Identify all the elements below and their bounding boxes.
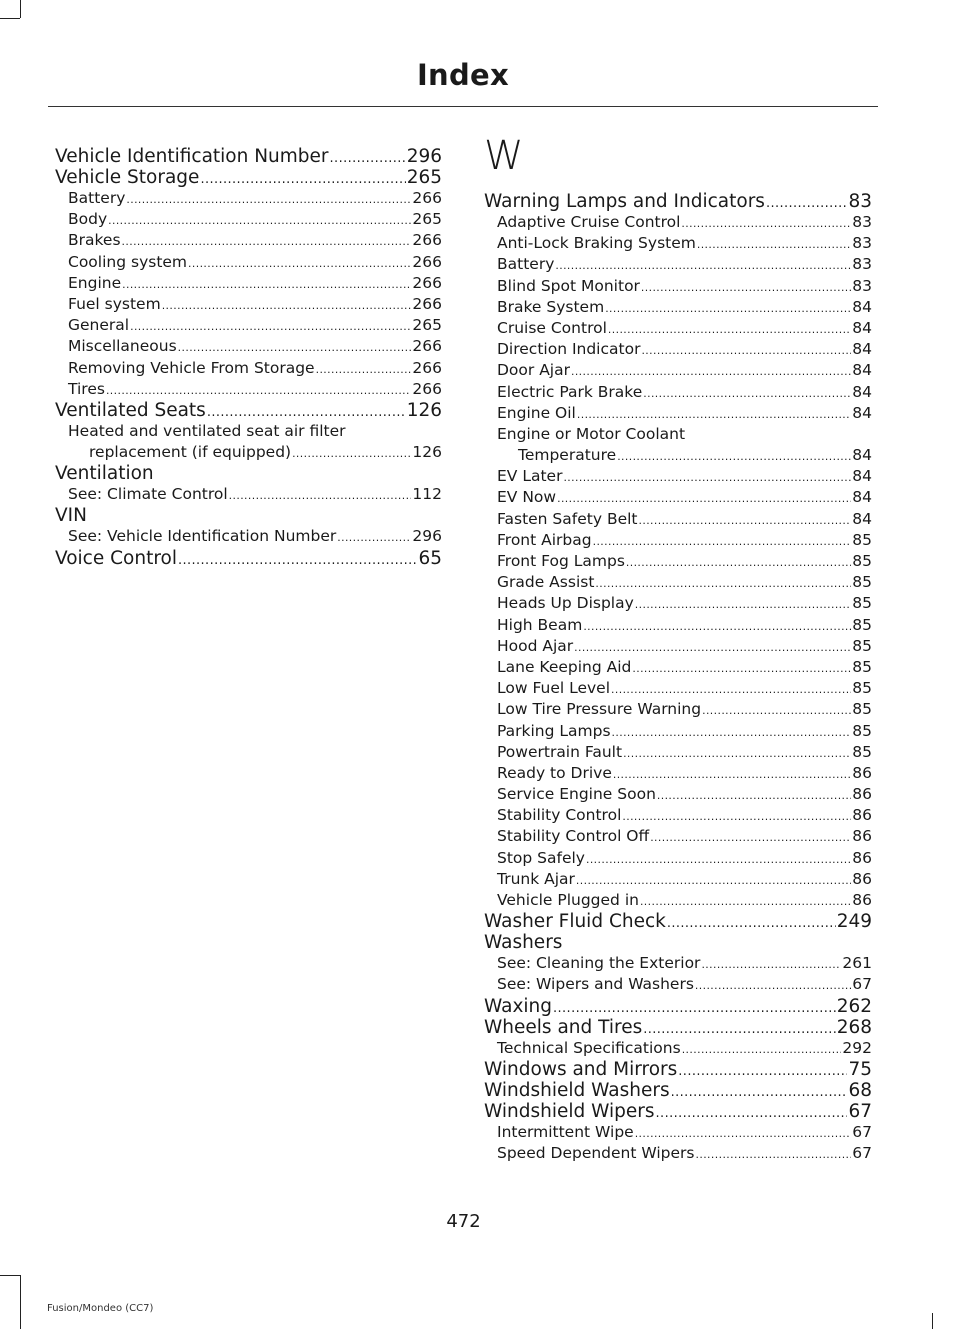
dot-leader bbox=[635, 1123, 852, 1144]
index-entry-text: Door Ajar bbox=[497, 361, 570, 380]
index-entry-text: Brake System bbox=[497, 297, 605, 316]
index-entry-page: 266 bbox=[412, 358, 442, 377]
index-entry-page: 266 bbox=[412, 231, 442, 250]
dot-leader bbox=[612, 722, 852, 743]
index-entry bbox=[55, 358, 442, 379]
dot-leader bbox=[766, 193, 848, 214]
crop-mark bbox=[932, 1313, 933, 1329]
index-entry-text: Hood Ajar bbox=[497, 636, 574, 655]
index-entry bbox=[484, 742, 872, 763]
index-entry bbox=[484, 1101, 872, 1122]
dot-leader bbox=[632, 658, 851, 679]
index-entry bbox=[484, 1059, 872, 1080]
index-entry-page: 84 bbox=[852, 382, 872, 401]
dot-leader bbox=[162, 295, 412, 316]
index-entry bbox=[484, 360, 872, 381]
index-entry bbox=[55, 146, 442, 167]
index-entry bbox=[484, 1080, 872, 1101]
index-entry-text: Vehicle Identification Number bbox=[55, 146, 329, 167]
index-entry-page: 84 bbox=[852, 340, 872, 359]
index-entry bbox=[55, 294, 442, 315]
dot-leader bbox=[571, 361, 851, 382]
index-entry bbox=[484, 869, 872, 890]
index-entry-text: VIN bbox=[55, 505, 87, 527]
title-rule bbox=[48, 106, 878, 107]
index-entry-text: Grade Assist bbox=[497, 573, 595, 592]
index-entry bbox=[484, 403, 872, 424]
index-entry-text: Low Fuel Level bbox=[497, 679, 611, 698]
dot-leader bbox=[595, 573, 851, 594]
crop-mark bbox=[0, 1275, 20, 1276]
dot-leader bbox=[229, 485, 412, 506]
index-entry-page: 261 bbox=[842, 954, 872, 973]
index-entry bbox=[484, 339, 872, 360]
index-entry-text: Ventilation bbox=[55, 463, 154, 485]
index-entry bbox=[484, 826, 872, 847]
dot-leader bbox=[626, 552, 851, 573]
index-entry-page: 266 bbox=[412, 294, 442, 313]
crop-mark bbox=[20, 0, 21, 18]
index-entry-text: Washers bbox=[484, 932, 563, 954]
index-entry-text: Heated and ventilated seat air filter bbox=[68, 421, 346, 440]
dot-leader bbox=[605, 298, 851, 319]
index-entry-page: 85 bbox=[852, 573, 872, 592]
index-entry-page: 85 bbox=[852, 594, 872, 613]
index-entry-text: Brakes bbox=[68, 231, 121, 250]
index-entry-text: Wheels and Tires bbox=[484, 1016, 643, 1038]
index-entry-page: 84 bbox=[852, 297, 872, 316]
index-entry-page: 84 bbox=[852, 488, 872, 507]
section-letter: W bbox=[484, 133, 524, 179]
index-entry bbox=[55, 442, 442, 463]
index-entry-text: General bbox=[68, 316, 130, 335]
index-entry bbox=[55, 379, 442, 400]
index-entry bbox=[55, 188, 442, 209]
index-entry-page: 292 bbox=[842, 1038, 872, 1057]
index-entry bbox=[55, 315, 442, 336]
index-entry-page: 296 bbox=[412, 527, 442, 546]
index-entry-page: 85 bbox=[852, 742, 872, 761]
index-entry-page: 85 bbox=[852, 552, 872, 570]
dot-leader bbox=[316, 359, 412, 380]
dot-leader bbox=[108, 210, 411, 231]
index-entry-text: Battery bbox=[497, 255, 555, 274]
index-entry-text: Electric Park Brake bbox=[497, 382, 643, 401]
index-entry bbox=[484, 1017, 872, 1038]
dot-leader bbox=[576, 870, 851, 891]
index-entry bbox=[484, 996, 872, 1017]
index-entry-text: Service Engine Soon bbox=[497, 785, 656, 804]
index-entry-text: Cruise Control bbox=[497, 318, 607, 337]
dot-leader bbox=[292, 443, 411, 464]
index-entry-text: Ready to Drive bbox=[497, 763, 612, 782]
index-entry bbox=[484, 615, 872, 636]
index-entry-text: Fasten Safety Belt bbox=[497, 509, 638, 528]
index-entry bbox=[484, 233, 872, 254]
index-column-left bbox=[55, 146, 442, 569]
index-entry bbox=[55, 252, 442, 273]
index-entry-text: Temperature bbox=[518, 446, 617, 465]
dot-leader bbox=[671, 1082, 848, 1103]
index-entry bbox=[55, 209, 442, 230]
index-entry-page: 65 bbox=[418, 547, 442, 569]
dot-leader bbox=[640, 891, 851, 912]
index-entry-text: Powertrain Fault bbox=[497, 742, 623, 761]
index-entry-page: 84 bbox=[852, 446, 872, 465]
page-title: Index bbox=[416, 58, 510, 92]
index-entry bbox=[484, 382, 872, 403]
index-entry-text: High Beam bbox=[497, 615, 583, 634]
dot-leader bbox=[635, 594, 851, 615]
dot-leader bbox=[122, 274, 411, 295]
dot-leader bbox=[188, 253, 411, 274]
index-entry bbox=[55, 273, 442, 294]
dot-leader bbox=[583, 616, 851, 637]
index-entry bbox=[55, 336, 442, 357]
dot-leader bbox=[593, 531, 852, 552]
index-entry-page: 67 bbox=[848, 1100, 872, 1122]
index-entry-page: 86 bbox=[852, 763, 872, 782]
index-entry-text: Front Fog Lamps bbox=[497, 552, 625, 570]
index-entry bbox=[484, 530, 872, 551]
dot-leader bbox=[563, 467, 851, 488]
index-entry bbox=[484, 297, 872, 318]
index-entry-text: Adaptive Cruise Control bbox=[497, 213, 681, 231]
index-entry-page: 83 bbox=[852, 255, 872, 274]
dot-leader bbox=[639, 510, 852, 531]
dot-leader bbox=[641, 340, 851, 361]
index-entry-text: Stability Control bbox=[497, 806, 622, 825]
dot-leader bbox=[200, 169, 405, 190]
dot-leader bbox=[697, 234, 851, 255]
index-entry bbox=[484, 1122, 872, 1143]
index-entry-text: See: Vehicle Identification Number bbox=[68, 527, 337, 546]
index-entry-text: EV Now bbox=[497, 488, 557, 507]
index-entry-page: 266 bbox=[412, 337, 442, 356]
dot-leader bbox=[613, 764, 851, 785]
dot-leader bbox=[330, 148, 406, 169]
index-entry-page: 67 bbox=[852, 1143, 872, 1162]
index-entry bbox=[484, 212, 872, 233]
dot-leader bbox=[555, 255, 851, 276]
index-entry bbox=[484, 487, 872, 508]
dot-leader bbox=[611, 679, 851, 700]
index-entry bbox=[484, 848, 872, 869]
dot-leader bbox=[643, 1019, 835, 1040]
index-entry-page: 83 bbox=[848, 191, 872, 212]
index-entry-text: Intermittent Wipe bbox=[497, 1122, 634, 1141]
index-entry-page: 85 bbox=[852, 679, 872, 698]
index-entry-text: Cooling system bbox=[68, 252, 188, 271]
index-entry bbox=[55, 463, 442, 484]
index-entry-text: Front Airbag bbox=[497, 530, 592, 549]
index-entry bbox=[484, 466, 872, 487]
index-entry-text: Fuel system bbox=[68, 294, 161, 313]
index-entry-page: 85 bbox=[852, 636, 872, 655]
dot-leader bbox=[608, 319, 851, 340]
index-entry-text: Miscellaneous bbox=[68, 337, 177, 356]
dot-leader bbox=[696, 1144, 852, 1165]
dot-leader bbox=[678, 1061, 847, 1082]
index-entry bbox=[484, 784, 872, 805]
dot-leader bbox=[106, 380, 411, 401]
dot-leader bbox=[657, 785, 851, 806]
index-entry bbox=[484, 1143, 872, 1164]
index-entry-page: 84 bbox=[852, 509, 872, 528]
index-entry-page: 86 bbox=[852, 891, 872, 909]
index-entry-page: 112 bbox=[412, 485, 442, 504]
dot-leader bbox=[681, 213, 851, 234]
dot-leader bbox=[682, 1039, 842, 1060]
index-entry-text: Engine Oil bbox=[497, 403, 576, 422]
dot-leader bbox=[701, 954, 841, 975]
index-entry-page: 68 bbox=[848, 1079, 872, 1101]
index-entry-page: 268 bbox=[836, 1016, 872, 1038]
index-entry-text: Removing Vehicle From Storage bbox=[68, 358, 315, 377]
dot-leader bbox=[122, 231, 412, 252]
index-entry bbox=[484, 678, 872, 699]
index-entry-text: Tires bbox=[68, 379, 105, 398]
dot-leader bbox=[557, 488, 851, 509]
dot-leader bbox=[126, 189, 411, 210]
index-entry-page: 84 bbox=[852, 403, 872, 422]
dot-leader bbox=[574, 637, 851, 658]
dot-leader bbox=[641, 277, 851, 298]
index-entry-text: See: Climate Control bbox=[68, 485, 228, 504]
index-entry-page: 126 bbox=[412, 443, 442, 462]
index-entry-text: replacement (if equipped) bbox=[89, 443, 292, 462]
index-entry bbox=[55, 484, 442, 505]
index-column-right bbox=[484, 133, 872, 1164]
index-entry bbox=[484, 699, 872, 720]
footer-model: Fusion/Mondeo (CC7) bbox=[47, 1303, 154, 1314]
dot-leader bbox=[337, 527, 411, 548]
index-entry-text: Lane Keeping Aid bbox=[497, 657, 632, 676]
index-entry-page: 262 bbox=[836, 995, 872, 1017]
index-entry bbox=[484, 932, 872, 953]
index-entry-text: Body bbox=[68, 210, 108, 229]
dot-leader bbox=[178, 337, 412, 358]
index-entry bbox=[484, 254, 872, 275]
index-entry bbox=[484, 318, 872, 339]
dot-leader bbox=[622, 806, 851, 827]
dot-leader bbox=[178, 550, 417, 571]
index-entry bbox=[484, 657, 872, 678]
index-entry-text: Trunk Ajar bbox=[497, 869, 575, 888]
index-entry-text: Washer Fluid Check bbox=[484, 911, 666, 933]
index-entry-text: Direction Indicator bbox=[497, 340, 641, 359]
index-entry-page: 83 bbox=[852, 234, 872, 253]
index-entry-text: Anti-Lock Braking System bbox=[497, 234, 696, 253]
index-entry-page: 265 bbox=[412, 316, 442, 335]
index-entry-page: 67 bbox=[852, 1122, 872, 1141]
index-entry-page: 249 bbox=[836, 911, 872, 933]
index-entry bbox=[484, 721, 872, 742]
index-entry bbox=[484, 974, 872, 995]
index-entry-page: 84 bbox=[852, 467, 872, 486]
index-entry-page: 266 bbox=[412, 379, 442, 398]
index-entry bbox=[55, 505, 442, 526]
index-entry bbox=[484, 276, 872, 297]
index-entry-text: Heads Up Display bbox=[497, 594, 634, 613]
page-number: 472 bbox=[446, 1211, 481, 1232]
index-entry-page: 126 bbox=[406, 399, 442, 421]
dot-leader bbox=[130, 316, 411, 337]
index-entry-page: 85 bbox=[852, 615, 872, 634]
index-entry-text: Vehicle Plugged in bbox=[497, 891, 639, 909]
index-entry-text: Vehicle Storage bbox=[55, 167, 200, 188]
index-entry-page: 266 bbox=[412, 252, 442, 271]
index-entry-page: 85 bbox=[852, 721, 872, 740]
index-entry-page: 86 bbox=[852, 827, 872, 846]
index-entry-page: 266 bbox=[412, 273, 442, 292]
index-entry-text: Voice Control bbox=[55, 547, 177, 569]
index-entry-text: Windshield Wipers bbox=[484, 1100, 655, 1122]
index-entry bbox=[55, 421, 442, 442]
index-entry-page: 86 bbox=[852, 869, 872, 888]
index-entry bbox=[484, 953, 872, 974]
dot-leader bbox=[695, 975, 851, 996]
dot-leader bbox=[623, 743, 851, 764]
dot-leader bbox=[667, 913, 836, 934]
index-entry-page: 75 bbox=[848, 1058, 872, 1080]
index-entry bbox=[484, 191, 872, 212]
index-entry-page: 84 bbox=[852, 318, 872, 337]
index-entry-text: Stability Control Off bbox=[497, 827, 650, 846]
index-entry bbox=[484, 424, 872, 445]
index-entry bbox=[55, 167, 442, 188]
index-entry-text: Engine bbox=[68, 273, 122, 292]
dot-leader bbox=[650, 827, 851, 848]
crop-mark bbox=[20, 1275, 21, 1329]
index-entry-page: 266 bbox=[412, 189, 442, 207]
index-entry-text: Battery bbox=[68, 189, 126, 207]
index-entry bbox=[55, 548, 442, 569]
index-entry bbox=[484, 636, 872, 657]
index-entry bbox=[55, 526, 442, 547]
index-entry bbox=[484, 593, 872, 614]
index-entry bbox=[484, 805, 872, 826]
index-entry bbox=[484, 572, 872, 593]
index-entry-text: See: Wipers and Washers bbox=[497, 975, 694, 994]
index-entry bbox=[484, 1038, 872, 1059]
index-entry bbox=[55, 400, 442, 421]
dot-leader bbox=[577, 404, 851, 425]
index-entry bbox=[484, 763, 872, 784]
index-entry bbox=[484, 551, 872, 572]
dot-leader bbox=[207, 402, 406, 423]
index-entry-page: 85 bbox=[852, 657, 872, 676]
index-entry-text: Speed Dependent Wipers bbox=[497, 1143, 695, 1162]
index-entry-text: Warning Lamps and Indicators bbox=[484, 191, 765, 212]
dot-leader bbox=[586, 849, 851, 870]
index-entry bbox=[484, 445, 872, 466]
crop-mark bbox=[0, 18, 20, 19]
index-entry-text: Technical Specifications bbox=[497, 1038, 681, 1057]
index-entry-page: 83 bbox=[852, 276, 872, 295]
index-entry-text: Ventilated Seats bbox=[55, 399, 206, 421]
index-entry-page: 265 bbox=[412, 210, 442, 229]
index-entry-page: 83 bbox=[852, 213, 872, 231]
index-entry-text: Engine or Motor Coolant bbox=[497, 424, 686, 443]
index-entry-page: 84 bbox=[852, 361, 872, 380]
index-entry bbox=[484, 911, 872, 932]
index-entry-text: See: Cleaning the Exterior bbox=[497, 954, 701, 973]
dot-leader bbox=[656, 1103, 848, 1124]
index-entry bbox=[55, 230, 442, 251]
index-entry-text: Low Tire Pressure Warning bbox=[497, 700, 702, 719]
index-entry-text: Windshield Washers bbox=[484, 1079, 670, 1101]
index-entry bbox=[484, 509, 872, 530]
index-entry bbox=[484, 890, 872, 911]
index-entry-page: 86 bbox=[852, 785, 872, 804]
index-entry-text: Waxing bbox=[484, 995, 553, 1017]
index-entry-text: Parking Lamps bbox=[497, 721, 611, 740]
index-entry-page: 67 bbox=[852, 975, 872, 994]
index-entry-page: 86 bbox=[852, 806, 872, 825]
dot-leader bbox=[617, 446, 851, 467]
index-entry-page: 296 bbox=[406, 146, 442, 167]
dot-leader bbox=[702, 700, 851, 721]
index-entry-text: Stop Safely bbox=[497, 848, 585, 867]
dot-leader bbox=[643, 383, 851, 404]
index-entry-text: Blind Spot Monitor bbox=[497, 276, 640, 295]
index-entry-page: 85 bbox=[852, 530, 872, 549]
dot-leader bbox=[553, 998, 836, 1019]
index-entry-page: 85 bbox=[852, 700, 872, 719]
index-entry-text: Windows and Mirrors bbox=[484, 1058, 678, 1080]
index-entry-page: 265 bbox=[406, 167, 442, 188]
index-entry-text: EV Later bbox=[497, 467, 563, 486]
index-entry-page: 86 bbox=[852, 848, 872, 867]
